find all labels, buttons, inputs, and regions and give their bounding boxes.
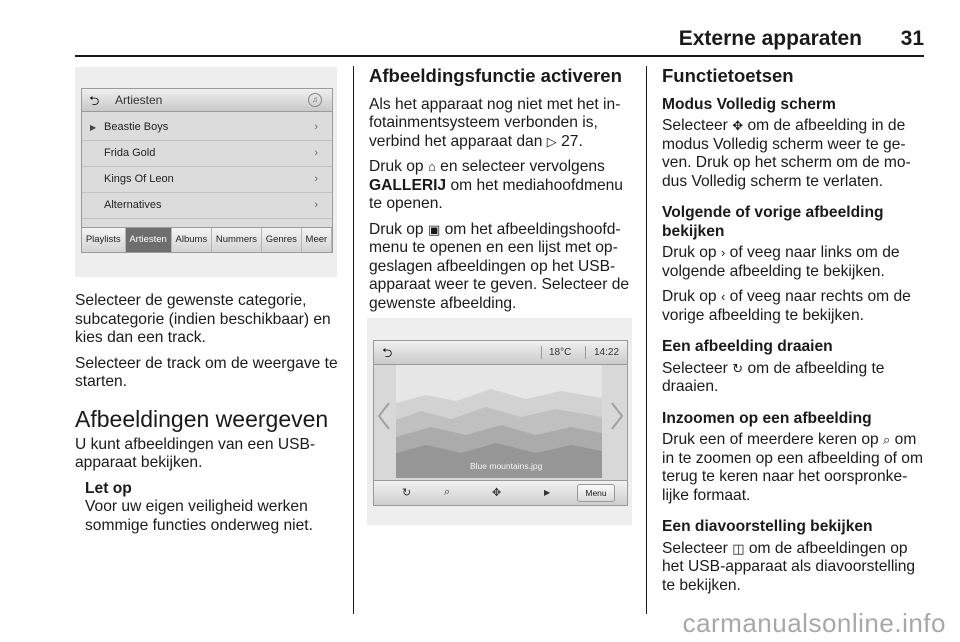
subsection-heading: Een afbeelding draaien bbox=[662, 338, 833, 355]
text-run: Druk een of meerdere keren op bbox=[662, 431, 879, 448]
header-rule bbox=[75, 55, 924, 57]
list-item-label: Frida Gold bbox=[104, 147, 156, 159]
subsection-heading: Modus Volledig scherm bbox=[662, 95, 836, 113]
list-item-label: Beastie Boys bbox=[104, 121, 169, 133]
list-item bbox=[82, 141, 332, 167]
text-run: Druk op bbox=[662, 244, 717, 261]
chevron-right-icon: › bbox=[314, 121, 318, 133]
clock-readout: 14:22 bbox=[594, 347, 620, 358]
text-run: Selecteer bbox=[662, 117, 728, 134]
chevron-right-icon: › bbox=[314, 173, 318, 185]
chevron-right-icon: › bbox=[314, 199, 318, 211]
text-run: Druk op bbox=[662, 288, 717, 305]
artist-list bbox=[82, 115, 332, 219]
text-run: en selecteer vervolgens bbox=[440, 158, 605, 175]
paragraph bbox=[369, 96, 639, 152]
tab-playlists: Playlists bbox=[82, 228, 126, 252]
chevron-right-icon: › bbox=[720, 245, 726, 260]
column-divider-right bbox=[646, 66, 647, 614]
paragraph: U kunt afbeeldingen van een USB-apparaat bekijken. bbox=[75, 435, 316, 471]
note-box bbox=[75, 480, 347, 536]
list-item bbox=[82, 167, 332, 193]
divider bbox=[541, 346, 542, 359]
subsection-heading: Een diavoorstelling bekijken bbox=[662, 518, 873, 535]
paragraph bbox=[662, 244, 928, 281]
text-run: Druk op bbox=[369, 158, 424, 175]
image-filename: Blue mountains.jpg bbox=[470, 461, 543, 471]
slideshow-icon: ◫ bbox=[732, 540, 745, 556]
play-icon: ▶ bbox=[90, 123, 97, 132]
artists-list-screenshot bbox=[75, 67, 337, 277]
page-header-title: Externe apparaten bbox=[678, 27, 862, 50]
text-run: om het afbeeldingshoofdmenu te openen en een lijst met opgeslagen afbeeldingen op het USB-apparaat weer te geven. Selecteer de gewenste afbeelding. bbox=[369, 220, 630, 312]
picture-icon: ▣ bbox=[427, 221, 441, 237]
image-viewer-screenshot bbox=[367, 318, 632, 525]
text-run: om in te zoomen op een afbeelding of om terug te keren naar het oorspronkelijke formaat. bbox=[662, 431, 923, 504]
rotate-icon: ↻ bbox=[402, 487, 412, 499]
list-item bbox=[82, 193, 332, 219]
subsection-heading: Inzoomen op een afbeelding bbox=[662, 409, 872, 427]
subsection-heading: Volgende of vorige afbeelding bekijken bbox=[662, 204, 884, 240]
paragraph bbox=[662, 117, 928, 191]
list-item-label: Kings Of Leon bbox=[104, 173, 174, 185]
infotainment-screen bbox=[373, 340, 628, 506]
text-run: Als het apparaat nog niet met het infotainmentsysteem verbonden is, verbind het apparaat dan bbox=[369, 95, 621, 150]
watermark: carmanualsonline.info bbox=[682, 608, 946, 638]
text-run: om het mediahoofdmenu te openen. bbox=[369, 176, 623, 212]
tab-artiesten: Artiesten bbox=[126, 228, 172, 252]
tab-nummers: Nummers bbox=[212, 228, 262, 252]
paragraph bbox=[662, 540, 928, 596]
note-title: Let op bbox=[85, 479, 132, 497]
chevron-right-icon: › bbox=[314, 147, 318, 159]
note-text: Voor uw eigen veiligheid werken sommige functies onderweg niet. bbox=[85, 498, 313, 534]
temperature-readout: 18°C bbox=[549, 347, 572, 358]
section-heading: Afbeeldingsfunctie activeren bbox=[369, 65, 622, 86]
list-item-label: Alternatives bbox=[104, 199, 162, 211]
text-run: om de afbeelding in de modus Volledig scherm weer te geven. Druk op het scherm om de modus Volledig scherm te verlaten. bbox=[662, 117, 911, 190]
text-run: om de afbeelding te draaien. bbox=[662, 359, 885, 395]
zoom-icon: ⌕ bbox=[883, 432, 891, 447]
right-column bbox=[662, 67, 928, 602]
column-divider-left bbox=[353, 66, 354, 614]
menu-button: Menu bbox=[577, 484, 615, 502]
paragraph bbox=[662, 360, 928, 397]
slideshow-icon: ▶ bbox=[544, 488, 551, 497]
category-tab-bar bbox=[82, 227, 332, 252]
section-heading: Afbeeldingen weergeven bbox=[75, 405, 329, 432]
tab-albums: Albums bbox=[172, 228, 212, 252]
text-run: of veeg naar links om de volgende afbeelding te bekijken. bbox=[662, 244, 900, 280]
zoom-icon: ⌕ bbox=[444, 486, 451, 498]
divider bbox=[585, 346, 586, 359]
text-run: Druk op bbox=[369, 220, 424, 238]
screen-title: Artiesten bbox=[115, 93, 163, 107]
paragraph bbox=[369, 221, 639, 314]
list-item bbox=[82, 115, 332, 141]
chevron-right-icon bbox=[609, 401, 625, 431]
chevron-left-icon: ‹ bbox=[720, 289, 726, 304]
paragraph: Selecteer de gewenste categorie, subcategorie (indien beschikbaar) en kies dan een track. bbox=[75, 292, 331, 346]
text-run: of veeg naar rechts om de vorige afbeelding te bekijken. bbox=[662, 288, 911, 324]
screen-title-bar bbox=[82, 89, 332, 112]
section-heading: Functietoetsen bbox=[662, 65, 794, 86]
back-arrow-icon: ⮌ bbox=[89, 93, 100, 108]
back-arrow-icon: ⮌ bbox=[382, 345, 393, 360]
button-name-gallerij: GALLERIJ bbox=[369, 176, 447, 194]
tab-genres: Genres bbox=[262, 228, 302, 252]
fullscreen-icon: ✥ bbox=[732, 118, 744, 133]
chevron-left-icon bbox=[376, 401, 392, 431]
paragraph bbox=[662, 288, 928, 325]
rotate-icon: ↻ bbox=[732, 360, 744, 376]
music-note-icon: ♫ bbox=[308, 93, 322, 107]
page-number: 31 bbox=[900, 27, 924, 50]
paragraph bbox=[662, 431, 928, 505]
middle-column bbox=[369, 67, 639, 320]
paragraph bbox=[369, 158, 639, 214]
infotainment-screen bbox=[81, 88, 333, 253]
fullscreen-icon: ✥ bbox=[492, 487, 502, 499]
home-icon: ⌂ bbox=[427, 159, 436, 174]
text-run: om de afbeeldingen op het USB-apparaat als diavoorstelling te bekijken. bbox=[662, 539, 916, 594]
paragraph: Selecteer de track om de weergave te starten. bbox=[75, 354, 338, 390]
text-run: Selecteer bbox=[662, 359, 728, 377]
page-ref-arrow-icon: ▷ bbox=[546, 133, 557, 149]
page-ref: 27. bbox=[561, 132, 583, 150]
left-column bbox=[75, 292, 347, 535]
viewer-control-bar bbox=[374, 480, 627, 505]
tab-meer: Meer bbox=[302, 228, 332, 252]
screen-title-bar bbox=[374, 341, 627, 365]
text-run: Selecteer bbox=[662, 539, 728, 557]
